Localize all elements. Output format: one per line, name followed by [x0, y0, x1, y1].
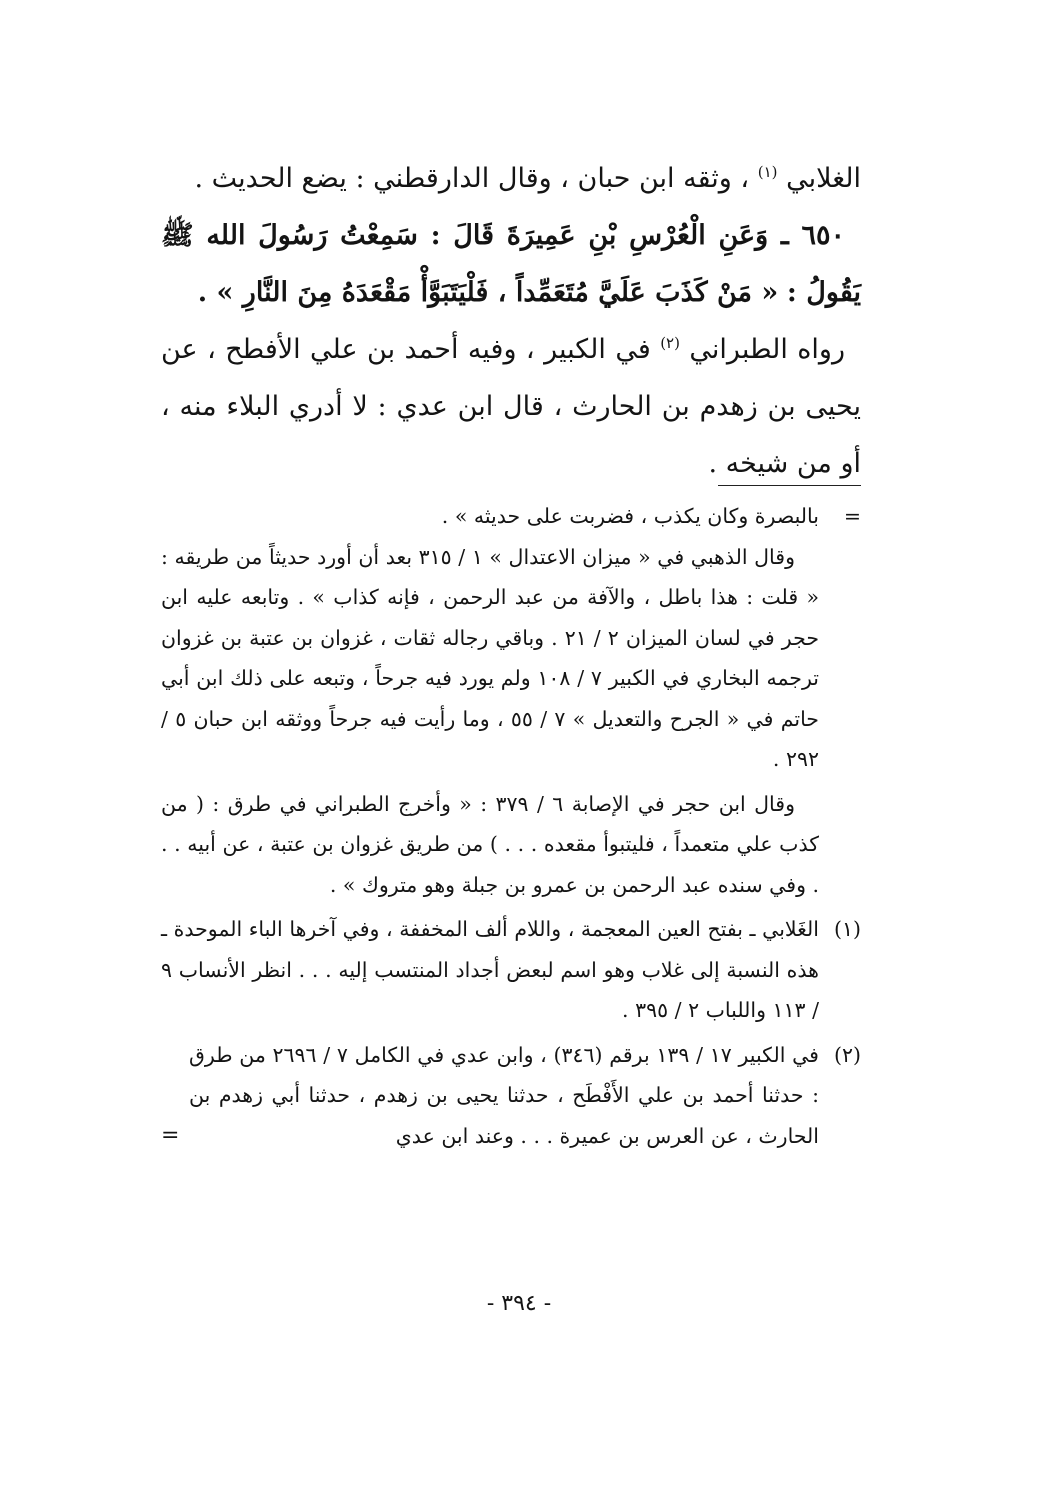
footnote-ref-1: (١) [757, 163, 778, 181]
footnote-continuation [161, 496, 861, 537]
text: الغلابي [786, 163, 861, 194]
text: في الكبير ، وفيه أحمد بن علي الأفطح ، عن يحيى بن زهدم بن الحارث ، قال ابن عدي : لا أدري البلاء منه ، أو من شيخه . [161, 334, 861, 479]
text: ، وثقه ابن حبان ، وقال الدارقطني : يضع الحديث . [194, 163, 750, 194]
text: رواه الطبراني [689, 334, 846, 365]
footnote-2 [161, 1035, 861, 1157]
footnote-text: الغَلابي ـ بفتح العين المعجمة ، واللام ألف المخففة ، وفي آخرها الباء الموحدة ـ هذه النسبة إلى غلاب وهو اسم لبعض أجداد المنتسب إليه . . . انظر الأنساب ٩ / ١١٣ واللباب ٢ / ٣٩٥ . [161, 917, 819, 1022]
footnote-divider [718, 485, 861, 486]
continuation-marker: = [843, 504, 861, 528]
hadith-text: « مَنْ كَذَبَ عَلَيَّ مُتَعَمِّداً ، فَلْيَتَبَوَّأْ مَقْعَدَهُ مِنَ النَّارِ » . [197, 277, 779, 308]
footnote-text: في الكبير ١٧ / ١٣٩ برقم (٣٤٦) ، وابن عدي في الكامل ٧ / ٢٦٩٦ من طرق : حدثنا أحمد بن علي الأَفْطَح ، حدثنا يحيى بن زهدم ، حدثنا أبي زهدم بن الحارث ، عن العرس بن عميرة . . . وعند ابن عدي [189, 1042, 819, 1148]
continuation-marker: = [161, 1122, 180, 1148]
main-text [161, 150, 861, 492]
footnote-marker: (١) [833, 917, 861, 941]
footnotes [161, 496, 861, 1156]
note-paragraph: وقال الذهبي في « ميزان الاعتدال » ١ / ٣١٥ بعد أن أورد حديثاً من طريقه : « قلت : هذا باطل ، والآفة من عبد الرحمن ، فإنه كذاب » . وتابعه عليه ابن حجر في لسان الميزان ٢ / ٢١ . وباقي رجاله ثقات ، غزوان بن عتبة بن غزوان ترجمه البخاري في الكبير ٧ / ١٠٨ ولم يورد فيه جرحاً ، وتبعه على ذلك ابن أبي حاتم في « الجرح والتعديل » ٧ / ٥٥ ، وما رأيت فيه جرحاً ووثقه ابن حبان ٥ / ٢٩٢ . [161, 544, 819, 771]
footnote-1 [161, 909, 861, 1031]
footnote-ref-2: (٢) [660, 334, 680, 352]
main-paragraph-3 [161, 321, 861, 492]
continuation-line: بالبصرة وكان يكذب ، فضربت على حديثه » . [441, 504, 819, 528]
footnote-marker: (٢) [833, 1042, 861, 1067]
hadith-650 [161, 207, 861, 321]
note-paragraph: وقال ابن حجر في الإصابة ٦ / ٣٧٩ : « وأخرج الطبراني في طرق : ( من كذب علي متعمداً ، فليتبوأ مقعده . . . ) من طريق غزوان بن عتبة ، عن أبيه . . . وفي سنده عبد الرحمن بن عمرو بن جبلة وهو متروك » . [161, 791, 819, 897]
page-number: - ٣٩٤ - [486, 1291, 552, 1316]
footnote-continuation-body [161, 537, 861, 906]
main-paragraph-1 [161, 150, 861, 207]
hadith-intro: ٦٥٠ ـ وَعَنِ الْعُرْسِ بْنِ عَمِيرَةَ قَالَ : سَمِعْتُ رَسُولَ الله ﷺ يَقُولُ : [161, 220, 861, 308]
